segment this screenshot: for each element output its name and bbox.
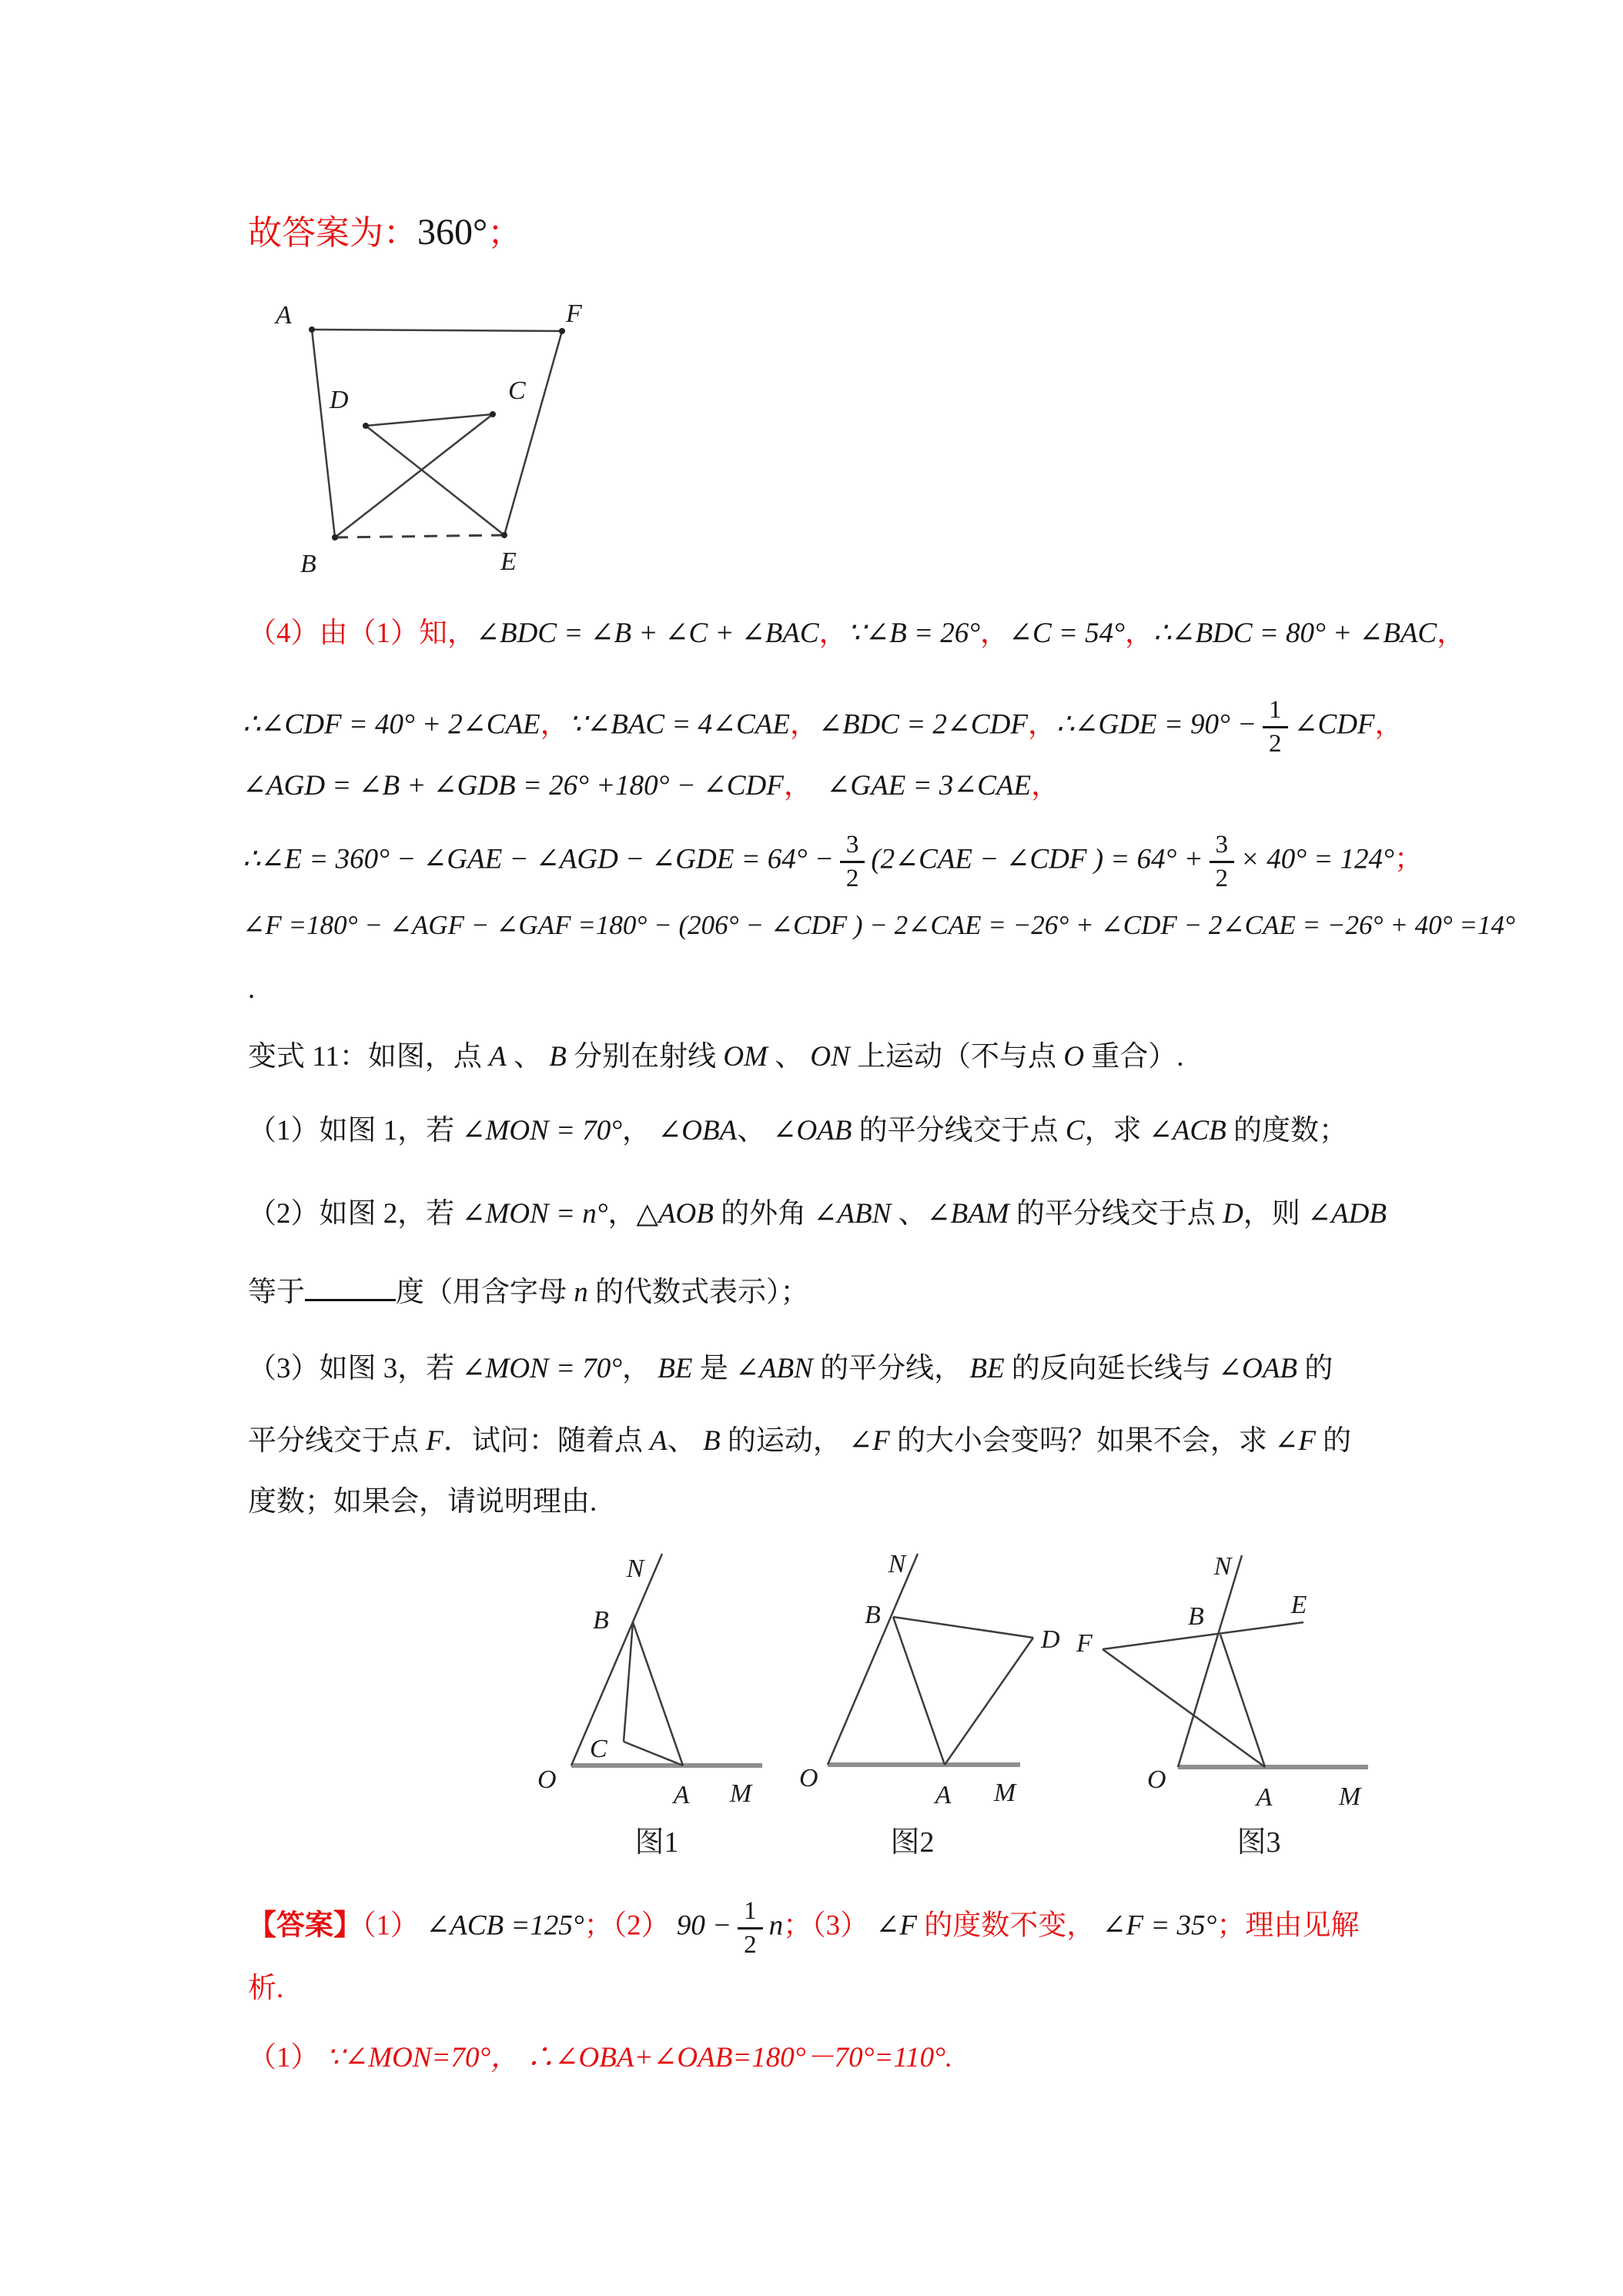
solution4-line5: ∠F =180° − ∠AGF − ∠GAF =180° − (206° − ∠CDF ) − 2∠CAE = −26° + ∠CDF − 2∠CAE = −26° + 40° =14° [243,910,1515,940]
segment-BC [335,414,493,537]
problem-intro: 变式 11：如图，点 A 、 B 分别在射线 OM 、 ON 上运动（不与点 O 重合）. [248,1041,1184,1073]
label-C: C [590,1735,607,1763]
label-A: A [276,301,292,330]
point-E [501,532,507,538]
segment-BA [633,1622,683,1766]
solution4-line6: . [248,973,256,1005]
label-B: B [593,1606,609,1635]
edge-AF [312,330,562,331]
segment-DA [945,1638,1033,1765]
label-B: B [1188,1602,1204,1631]
label-F: F [1076,1629,1093,1658]
point-D [363,423,369,429]
label-E: E [1290,1591,1307,1619]
label-D: D [330,386,349,414]
figure1-caption: 图1 [634,1826,679,1859]
problem-part3: （3）如图 3，若 ∠MON = 70°， BE 是 ∠ABN 的平分线， BE 的反向延长线与 ∠OAB 的 [248,1353,1334,1384]
answer-line3: （1） ∵∠MON=70°， ∴∠OBA+∠OAB=180°－70°=110°. [248,2042,953,2073]
label-O: O [537,1766,557,1794]
segment-CA [624,1742,683,1766]
label-B: B [865,1601,881,1629]
edge-BE-dashed [335,535,504,537]
edge-AB [312,330,335,537]
label-N: N [888,1550,906,1578]
label-A: A [1256,1783,1273,1812]
point-C [490,411,496,417]
point-A [309,326,315,333]
label-D: D [1041,1625,1060,1654]
point-B [332,534,338,541]
label-M: M [729,1779,752,1808]
figure-3 [1062,1532,1432,1863]
label-O: O [1147,1766,1166,1794]
segment-BD [893,1617,1033,1638]
figure-1 [493,1532,816,1863]
ray-ON [1178,1555,1242,1767]
label-O: O [799,1764,818,1792]
problem-part1: （1）如图 1，若 ∠MON = 70°， ∠OBA、 ∠OAB 的平分线交于点 C，求 ∠ACB 的度数； [248,1115,1347,1146]
label-M: M [993,1779,1016,1807]
ray-ON [828,1554,918,1765]
figure-2 [785,1532,1109,1863]
segment-BA [1220,1635,1265,1767]
answer-line1: 【答案】（1） ∠ACB =125°；（2） 90 − $\frac{1}{2}$ n；（3） ∠F 的度数不变， ∠F = 35°；理由见解 [248,1897,1360,1959]
problem-part3-cont: 平分线交于点 F．试问：随着点 A、 B 的运动， ∠F 的大小会变吗？如果不会，求 ∠F 的 [248,1425,1352,1457]
problem-part2-blank-line: 等于 度（用含字母 n 的代数式表示）； [248,1270,809,1310]
figure-trapezoid-ABEF [254,291,624,616]
solution4-line3: ∠AGD = ∠B + ∠GDB = 26° +180° − ∠CDF， ∠GAE = 3∠CAE， [243,770,1060,802]
label-C: C [508,377,526,405]
label-A: A [935,1781,952,1809]
ray-ON [571,1554,662,1766]
label-B: B [300,550,316,578]
label-N: N [626,1555,644,1583]
label-F: F [566,300,582,328]
label-M: M [1338,1782,1361,1811]
problem-part3-end: 度数；如果会，请说明理由. [248,1486,597,1518]
label-A: A [673,1781,690,1809]
segment-BA [893,1617,945,1765]
edge-FE [504,331,562,535]
answer-note-line: 故答案为：360°； [248,212,522,253]
label-N: N [1213,1552,1232,1581]
figure2-caption: 图2 [890,1826,935,1859]
figure3-caption: 图3 [1236,1826,1281,1859]
solution4-line2: ∴∠CDF = 40° + 2∠CAE，∵∠BAC = 4∠CAE，∠BDC = 2∠CDF，∴∠GDE = 90° − $\frac{1}{2}$ ∠CDF， [243,696,1404,758]
segment-DE [366,426,504,535]
solution4-line4: ∴∠E = 360° − ∠GAE − ∠AGD − ∠GDE = 64° − $\frac{3}{2}$ (2∠CAE − ∠CDF ) = 64° + $\frac{3}{2}$ × 40° = 124°； [243,831,1423,892]
answer-line2: 析. [248,1973,284,2004]
problem-part2: （2）如图 2，若 ∠MON = n°，△AOB 的外角 ∠ABN 、∠BAM 的平分线交于点 D，则 ∠ADB [248,1198,1387,1230]
point-F [559,328,565,334]
solution4-line1: （4）由（1）知，∠BDC = ∠B + ∠C + ∠BAC，∵∠B = 26°，∠C = 54°，∴∠BDC = 80° + ∠BAC， [248,618,1466,649]
label-E: E [500,547,517,576]
segment-DC [366,414,493,426]
